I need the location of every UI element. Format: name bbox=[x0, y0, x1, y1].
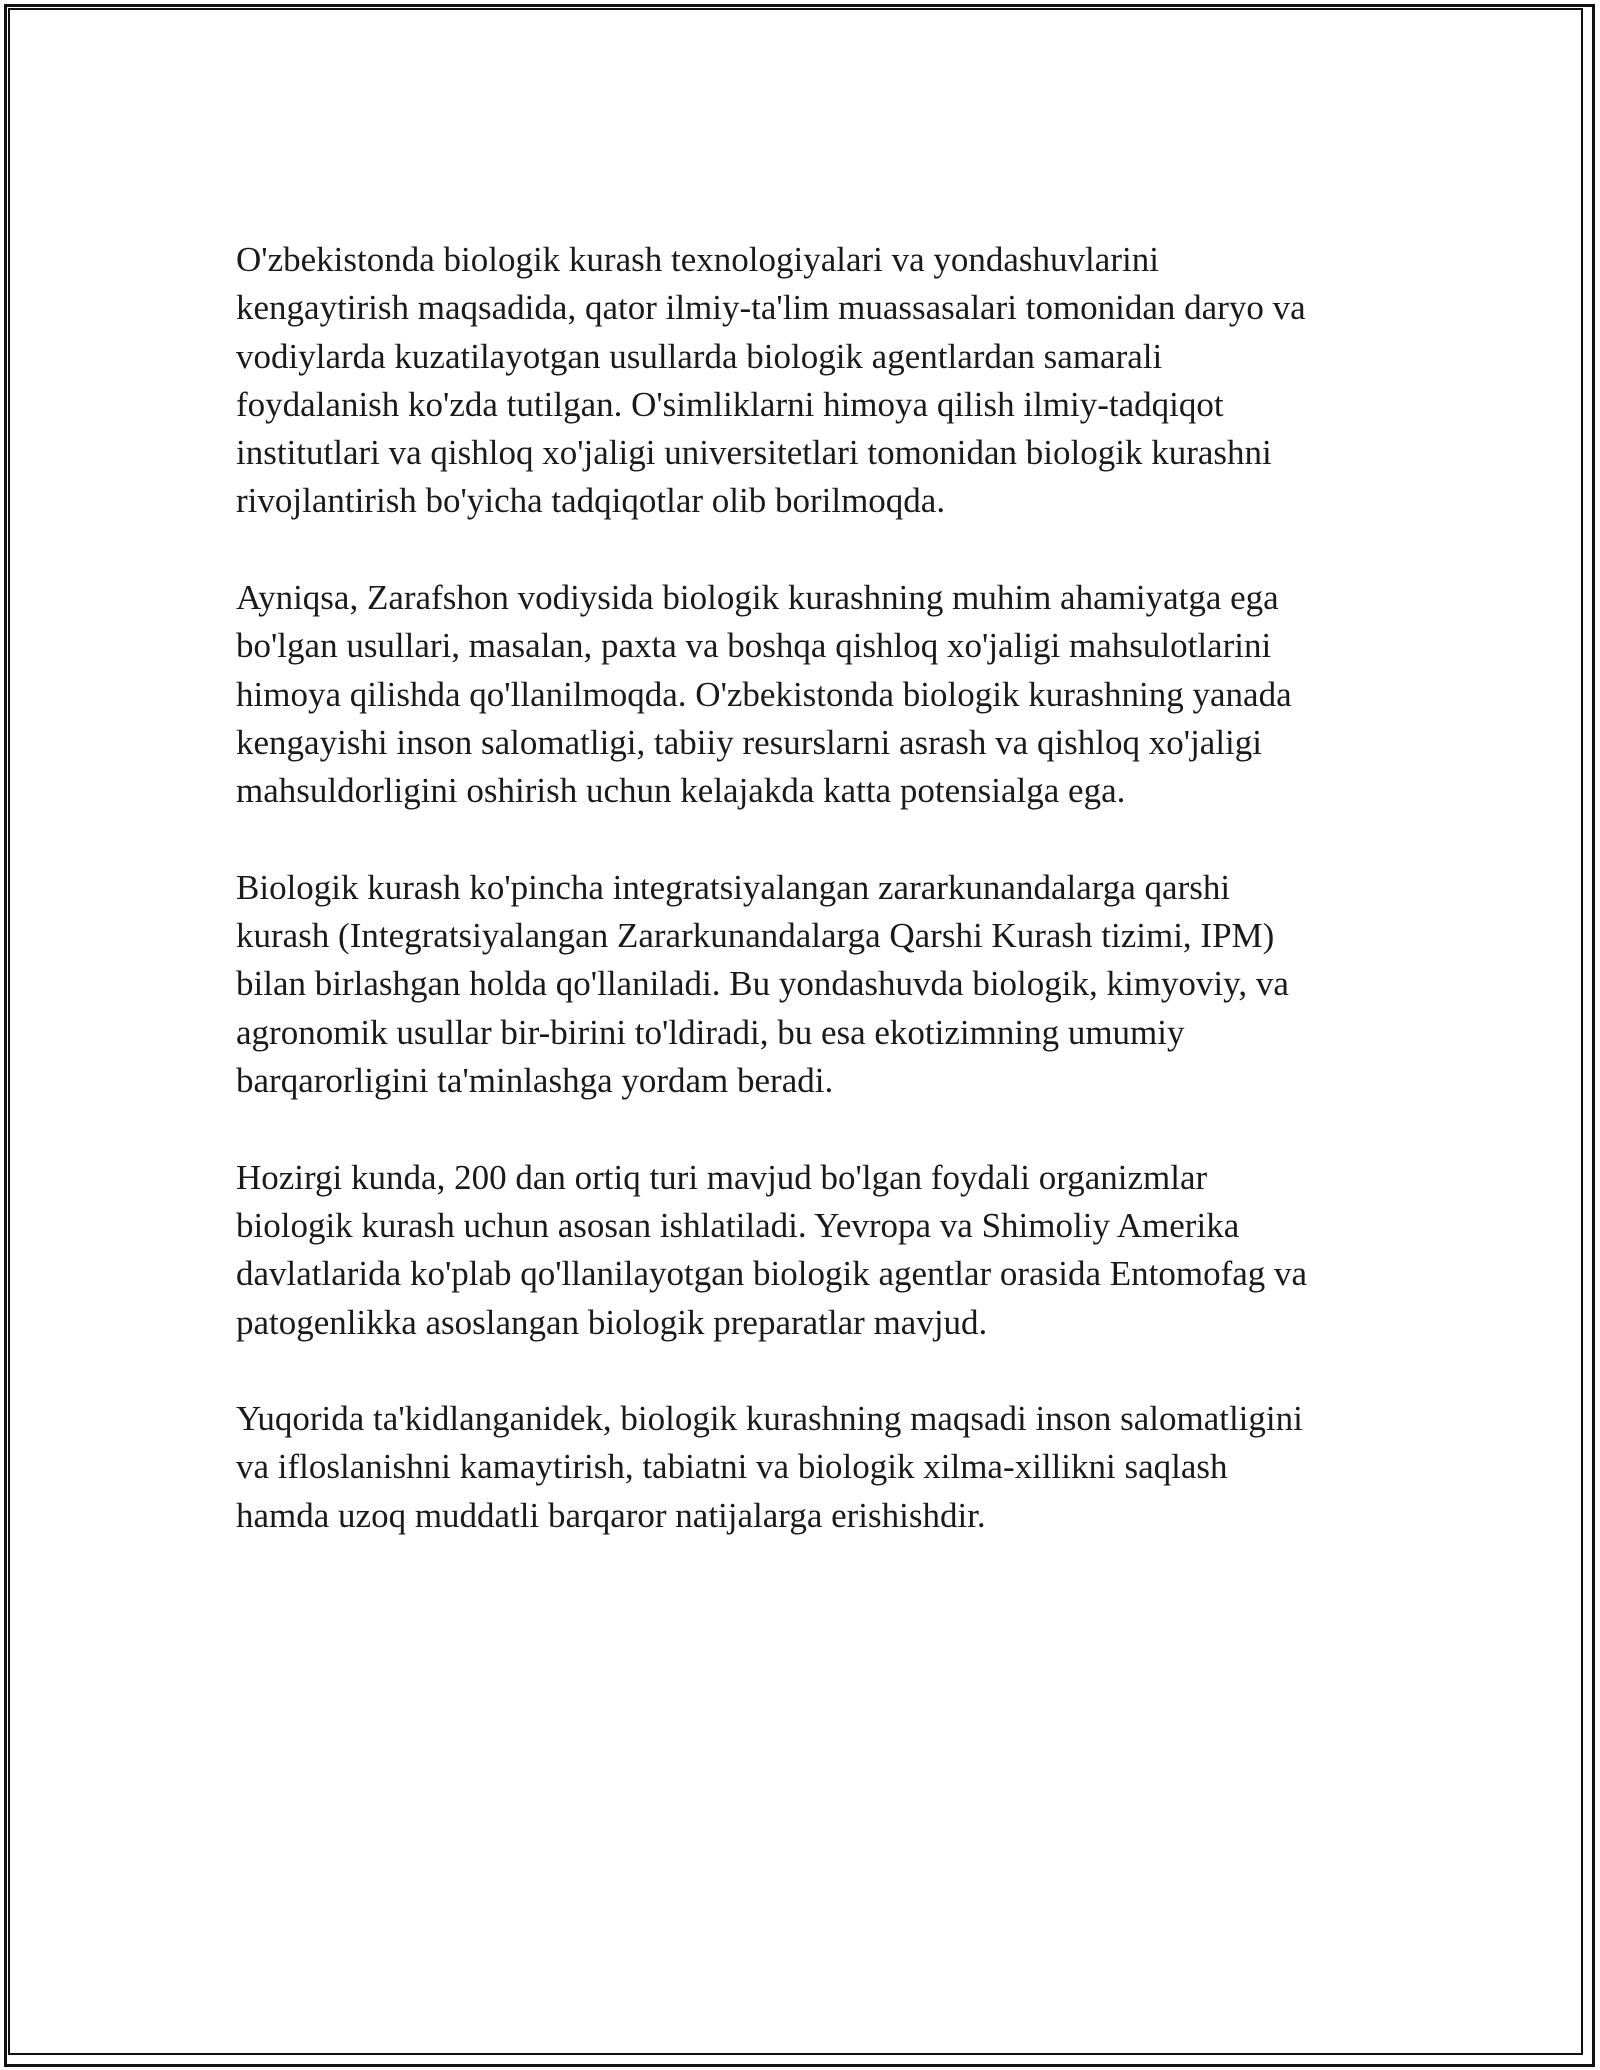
paragraph-line: institutlari va qishloq xo'jaligi universitetlari tomonidan biologik kurashni bbox=[236, 433, 1272, 473]
paragraph-5 bbox=[236, 1395, 1376, 1540]
paragraph-line: rivojlantirish bo'yicha tadqiqotlar olib borilmoqda. bbox=[236, 481, 946, 521]
paragraph-line: barqarorligini ta'minlashga yordam beradi. bbox=[236, 1061, 834, 1101]
paragraph-line: Yuqorida ta'kidlanganidek, biologik kurashning maqsadi inson salomatligini bbox=[236, 1399, 1303, 1439]
paragraph-line: kengaytirish maqsadida, qator ilmiy-ta'lim muassasalari tomonidan daryo va bbox=[236, 288, 1306, 328]
paragraph-3 bbox=[236, 864, 1376, 1105]
paragraph-line: hamda uzoq muddatli barqaror natijalarga erishishdir. bbox=[236, 1495, 986, 1535]
paragraph-line: bilan birlashgan holda qo'llaniladi. Bu yondashuvda biologik, kimyoviy, va bbox=[236, 964, 1289, 1004]
paragraph-line: bo'lgan usullari, masalan, paxta va boshqa qishloq xo'jaligi mahsulotlarini bbox=[236, 626, 1272, 666]
paragraph-line: O'zbekistonda biologik kurash texnologiyalari va yondashuvlarini bbox=[236, 240, 1159, 279]
paragraph-line: kengayishi inson salomatligi, tabiiy resurslarni asrash va qishloq xo'jaligi bbox=[236, 722, 1263, 762]
paragraph-1 bbox=[236, 236, 1376, 526]
paragraph-line: Hozirgi kunda, 200 dan ortiq turi mavjud bo'lgan foydali organizmlar bbox=[236, 1157, 1208, 1197]
paragraph-line: va ifloslanishni kamaytirish, tabiatni va biologik xilma-xillikni saqlash bbox=[236, 1447, 1228, 1487]
paragraph-line: mahsuldorligini oshirish uchun kelajakda katta potensialga ega. bbox=[236, 771, 1126, 811]
paragraph-line: patogenlikka asoslangan biologik preparatlar mavjud. bbox=[236, 1302, 988, 1342]
paragraph-line: himoya qilishda qo'llanilmoqda. O'zbekistonda biologik kurashning yanada bbox=[236, 674, 1292, 714]
paragraph-line: foydalanish ko'zda tutilgan. O'simliklarni himoya qilish ilmiy-tadqiqot bbox=[236, 384, 1224, 424]
paragraph-line: kurash (Integratsiyalangan Zararkunandalarga Qarshi Kurash tizimi, IPM) bbox=[236, 916, 1275, 956]
paragraph-line: davlatlarida ko'plab qo'llanilayotgan biologik agentlar orasida Entomofag va bbox=[236, 1254, 1308, 1294]
paragraph-line: biologik kurash uchun asosan ishlatiladi. Yevropa va Shimoliy Amerika bbox=[236, 1205, 1240, 1245]
paragraph-4 bbox=[236, 1154, 1376, 1347]
document-body bbox=[236, 236, 1376, 1588]
paragraph-line: Ayniqsa, Zarafshon vodiysida biologik kurashning muhim ahamiyatga ega bbox=[236, 578, 1279, 618]
paragraph-line: Biologik kurash ko'pincha integratsiyalangan zararkunandalarga qarshi bbox=[236, 867, 1231, 907]
paragraph-2 bbox=[236, 574, 1376, 815]
paragraph-line: agronomik usullar bir-birini to'ldiradi, bu esa ekotizimning umumiy bbox=[236, 1012, 1185, 1052]
paragraph-line: vodiylarda kuzatilayotgan usullarda biologik agentlardan samarali bbox=[236, 336, 1163, 376]
